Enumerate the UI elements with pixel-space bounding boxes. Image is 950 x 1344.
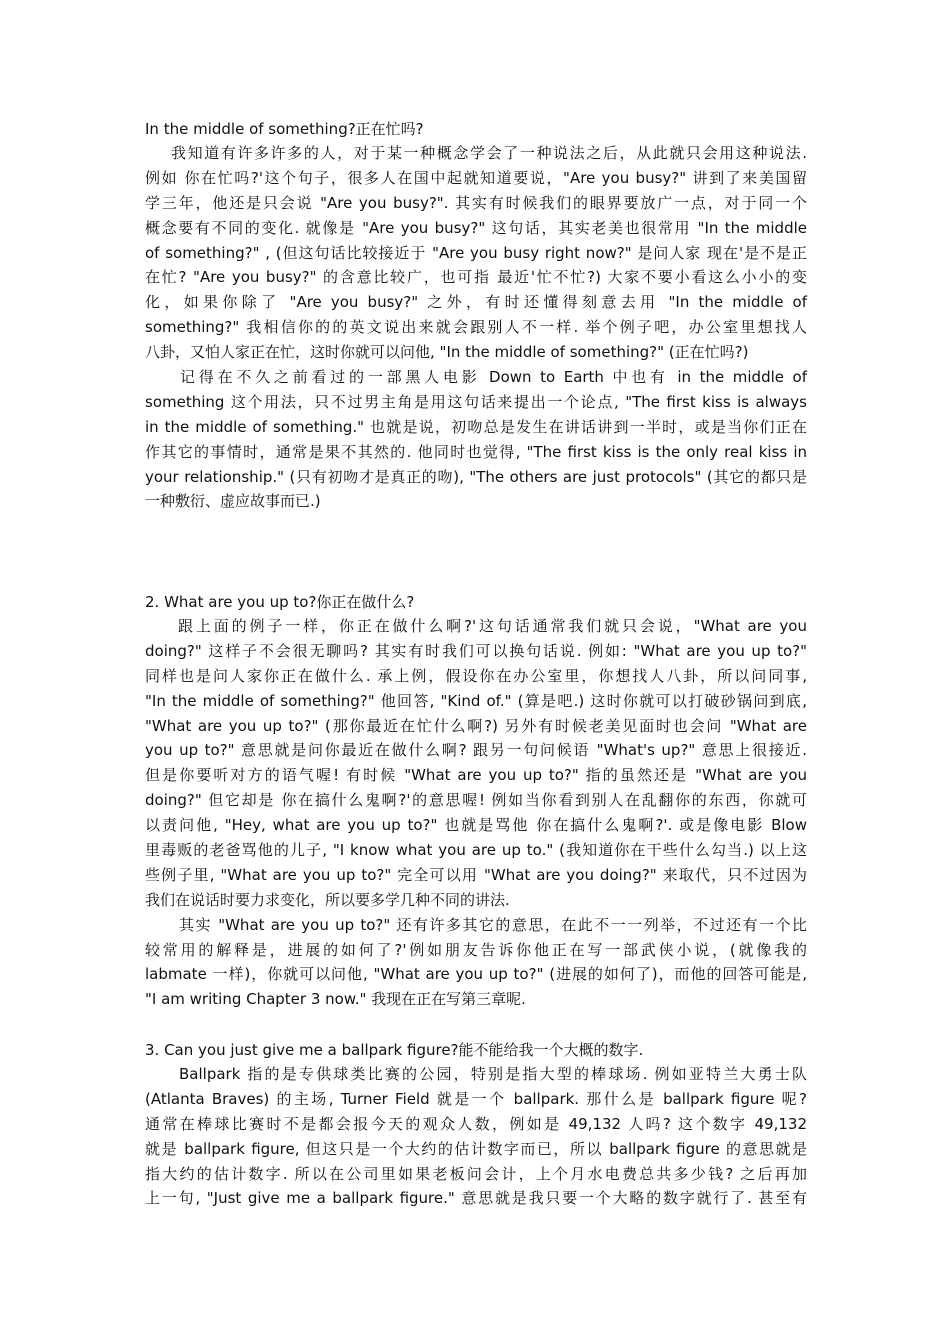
text-line: 一种敷衍、虚应故事而已.) <box>145 492 321 511</box>
text-line: in the middle of something." 也就是说，初吻总是发生在讲话讲到一半时，或是当你们正在 <box>145 417 807 436</box>
text-line: "I am writing Chapter 3 now." 我现在正在写第三章呢. <box>145 990 526 1009</box>
section-heading: In the middle of something?正在忙吗? <box>145 120 424 138</box>
text-line: 跟上面的例子一样，你正在做什么啊?'这句话通常我们就只会说，"What are you <box>178 617 807 635</box>
text-line: 化，如果你除了 "Are you busy?" 之外，有时还懂得刻意去用 "In the middle of <box>145 293 807 312</box>
text-line: 同样也是问人家你正在做什么. 承上例，假设你在办公室里，你想找人八卦，所以问同事, <box>145 666 807 685</box>
text-line: 上一句, "Just give me a ballpark figure." 意思就是我只要一个大略的数字就行了. 甚至有 <box>145 1189 807 1208</box>
paragraph <box>145 365 807 514</box>
text-line: 些例子里, "What are you up to?" 完全可以用 "What are you doing?" 来取代，只不过因为 <box>145 865 807 884</box>
section-1 <box>145 117 807 514</box>
text-line: 例如 你在忙吗?'这个句子，很多人在国中起就知道要说，"Are you busy?" 讲到了来美国留 <box>145 168 807 187</box>
text-line: Ballpark 指的是专供球类比赛的公园，特别是指大型的棒球场. 例如亚特兰大勇士队 <box>179 1065 807 1083</box>
text-line: doing?" 但它却是 你在搞什么鬼啊?'的意思喔! 例如当你看到别人在乱翻你的东西，你就可 <box>145 791 807 810</box>
text-line: you up to?" 意思就是问你最近在做什么啊? 跟另一句问候语 "What's up?" 意思上很接近. <box>145 741 807 760</box>
text-line: "In the middle of something?" 他回答, "Kind of." (算是吧.) 这时你就可以打破砂锅问到底, <box>145 691 807 710</box>
text-line: 八卦，又怕人家正在忙，这时你就可以问他, "In the middle of something?" (正在忙吗?) <box>145 343 749 362</box>
text-line: 学三年，他还是只会说 "Are you busy?". 其实有时候我们的眼界要放广一点，对于同一个 <box>145 193 807 212</box>
text-line: 记得在不久之前看过的一部黑人电影 Down to Earth 中也有 in the middle of <box>180 368 807 387</box>
text-line: your relationship." (只有初吻才是真正的吻), "The others are just protocols" (其它的都只是 <box>145 467 807 486</box>
text-line: doing?" 这样子不会很无聊吗? 其实有时我们可以换句话说. 例如: "What are you up to?" <box>145 641 807 660</box>
paragraph <box>145 913 807 1013</box>
text-line: 概念要有不同的变化. 就像是 "Are you busy?" 这句话，其实老美也很常用 "In the middle <box>145 218 807 237</box>
text-line: labmate 一样)，你就可以问他, "What are you up to?" (进展的如何了)，而他的回答可能是, <box>145 965 807 984</box>
text-line: 在忙? "Are you busy?" 的含意比较广，也可指 最近'忙不忙?) 大家不要小看这么小小的变 <box>145 268 807 287</box>
section-2 <box>145 590 807 1012</box>
text-line: of something?" , (但这句话比较接近于 "Are you busy right now?" 是问人家 现在'是不是正 <box>145 243 807 262</box>
section-heading: 3. Can you just give me a ballpark figure?能不能给我一个大概的数字. <box>145 1041 644 1059</box>
text-line: 较常用的解释是，进展的如何了?'例如朋友告诉你他正在写一部武侠小说，(就像我的 <box>145 940 807 959</box>
text-line: 指大约的估计数字. 所以在公司里如果老板问会计，上个月水电费总共多少钱? 之后再加 <box>145 1164 807 1183</box>
text-line: 我知道有许多许多的人，对于某一种概念学会了一种说法之后，从此就只会用这种说法. <box>171 144 807 162</box>
text-line: 其实 "What are you up to?" 还有许多其它的意思，在此不一一列举，不过还有一个比 <box>179 915 807 934</box>
text-line: 但是你要听对方的语气喔! 有时候 "What are you up to?" 指的虽然还是 "What are you <box>145 766 807 785</box>
text-line: 就是 ballpark figure, 但这只是一个大约的估计数字而已，所以 ballpark figure 的意思就是 <box>145 1139 807 1158</box>
text-line: 我们在说话时要力求变化，所以要多学几种不同的讲法. <box>145 890 510 909</box>
text-line: 以责问他, "Hey, what are you up to?" 也就是骂他 你在搞什么鬼啊?'. 或是像电影 Blow <box>145 816 807 835</box>
paragraph <box>145 614 807 913</box>
text-line: 通常在棒球比赛时不是都会报今天的观众人数，例如是 49,132 人吗? 这个数字 49,132 <box>145 1114 807 1133</box>
text-line: (Atlanta Braves) 的主场, Turner Field 就是一个 ballpark. 那什么是 ballpark figure 呢? <box>145 1089 807 1108</box>
text-line: 作其它的事情时，通常是果不其然的. 他同时也觉得, "The first kiss is the only real kiss in <box>145 442 807 461</box>
text-line: something 这个用法，只不过男主角是用这句话来提出一个论点, "The first kiss is always <box>145 392 807 411</box>
text-line: "What are you up to?" (那你最近在忙什么啊?) 另外有时候老美见面时也会问 "What are <box>145 716 807 735</box>
text-line: 里毒贩的老爸骂他的儿子, "I know what you are up to." (我知道你在干些什么勾当.) 以上这 <box>145 841 807 860</box>
text-line: something?" 我相信你的的英文说出来就会跟别人不一样. 举个例子吧，办公室里想找人 <box>145 318 807 337</box>
section-heading: 2. What are you up to?你正在做什么? <box>145 593 415 611</box>
section-3 <box>145 1038 807 1211</box>
paragraph <box>145 141 807 365</box>
paragraph <box>145 1062 807 1211</box>
